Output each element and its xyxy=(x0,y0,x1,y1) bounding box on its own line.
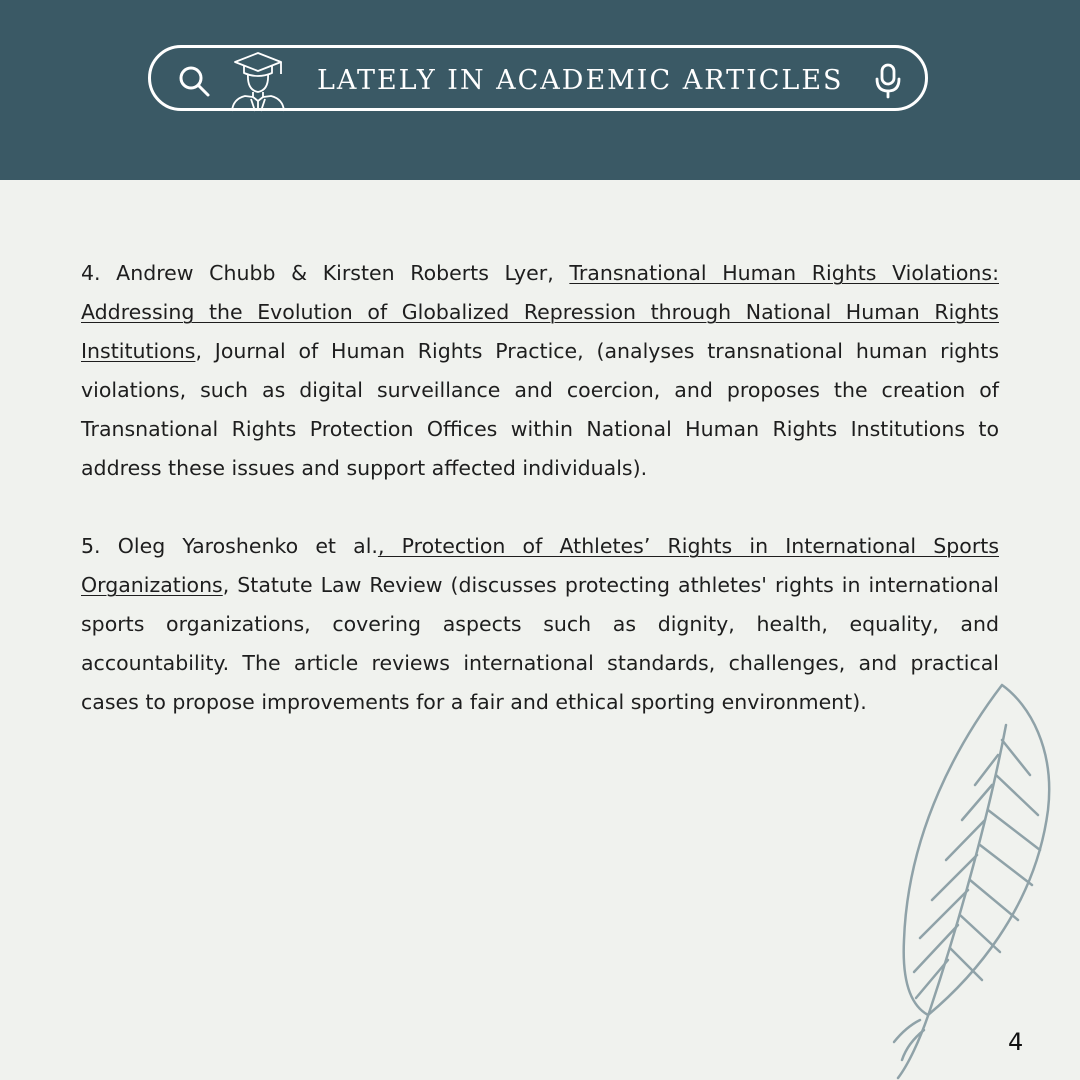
graduate-icon xyxy=(229,50,287,112)
article-list xyxy=(81,254,999,761)
article-link[interactable]: , Protection of Athletes’ Rights in International Sports Organizations xyxy=(81,534,999,597)
microphone-icon[interactable] xyxy=(873,63,903,99)
search-icon[interactable] xyxy=(177,64,211,98)
entry-citation: 4. Andrew Chubb & Kirsten Roberts Lyer, xyxy=(81,261,570,285)
feather-icon xyxy=(880,680,1060,1080)
article-link[interactable]: Transnational Human Rights Violations: Addressing the Evolution of Globalized Repression through National Human Rights Institutions xyxy=(81,261,999,363)
header-title: LATELY IN ACADEMIC ARTICLES xyxy=(317,65,844,96)
entry-description: , Statute Law Review (discusses protecting athletes' rights in international sports organizations, covering aspects such as dignity, health, equality, and accountability. The article reviews international standards, challenges, and practical cases to propose improvements for a fair and ethical sporting environment). xyxy=(81,573,999,714)
page-number: 4 xyxy=(1008,1028,1024,1056)
article-entry xyxy=(81,527,999,722)
entry-description: , Journal of Human Rights Practice, (analyses transnational human rights violations, such as digital surveillance and coercion, and proposes the creation of Transnational Rights Protection Offices within National Human Rights Institutions to address these issues and support affected individuals). xyxy=(81,339,999,480)
search-bar[interactable] xyxy=(148,45,928,111)
entry-citation: 5. Oleg Yaroshenko et al. xyxy=(81,534,378,558)
article-entry xyxy=(81,254,999,488)
header-banner xyxy=(0,0,1080,180)
